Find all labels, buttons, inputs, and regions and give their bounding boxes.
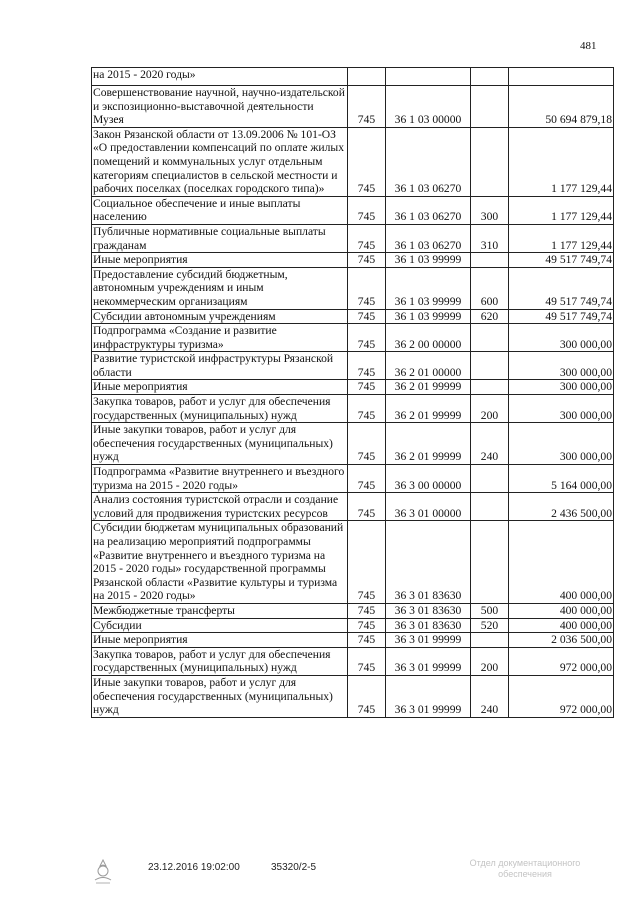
watermark-line-1: Отдел документационного bbox=[469, 858, 581, 868]
row-amount: 400 000,00 bbox=[509, 618, 614, 633]
row-csr: 36 1 03 99999 bbox=[386, 309, 471, 324]
row-grbs: 745 bbox=[348, 675, 386, 717]
row-csr: 36 3 01 83630 bbox=[386, 521, 471, 604]
table-row bbox=[92, 633, 614, 648]
row-grbs: 745 bbox=[348, 521, 386, 604]
row-amount: 400 000,00 bbox=[509, 521, 614, 604]
row-grbs: 745 bbox=[348, 127, 386, 196]
row-vr bbox=[471, 465, 509, 493]
budget-table bbox=[91, 67, 614, 718]
row-csr: 36 1 03 00000 bbox=[386, 86, 471, 128]
row-csr bbox=[386, 68, 471, 86]
row-name: Иные закупки товаров, работ и услуг для обеспечения государственных (муниципальных) нужд bbox=[92, 423, 348, 465]
footer-document-number: 35320/2-5 bbox=[271, 862, 317, 873]
table-row bbox=[92, 352, 614, 380]
row-vr: 200 bbox=[471, 395, 509, 423]
row-vr: 300 bbox=[471, 196, 509, 224]
row-csr: 36 1 03 99999 bbox=[386, 253, 471, 268]
table-row bbox=[92, 603, 614, 618]
row-csr: 36 1 03 99999 bbox=[386, 267, 471, 309]
row-amount: 400 000,00 bbox=[509, 603, 614, 618]
row-grbs: 745 bbox=[348, 253, 386, 268]
row-amount: 300 000,00 bbox=[509, 395, 614, 423]
row-name: Социальное обеспечение и иные выплаты населению bbox=[92, 196, 348, 224]
table-row bbox=[92, 324, 614, 352]
row-vr: 520 bbox=[471, 618, 509, 633]
row-name: Развитие туристской инфраструктуры Рязанской области bbox=[92, 352, 348, 380]
row-vr bbox=[471, 253, 509, 268]
row-vr bbox=[471, 127, 509, 196]
table-row bbox=[92, 618, 614, 633]
watermark-line-2: обеспечения bbox=[498, 869, 552, 879]
row-name: Публичные нормативные социальные выплаты гражданам bbox=[92, 224, 348, 252]
row-name: Субсидии бюджетам муниципальных образований на реализацию мероприятий подпрограммы «Развитие внутреннего и въездного туризма на 2015 - 2020 годы» государственной программы Рязанской области «Развитие культуры и туризма на 2015 - 2020 годы» bbox=[92, 521, 348, 604]
row-name: Закупка товаров, работ и услуг для обеспечения государственных (муниципальных) нужд bbox=[92, 647, 348, 675]
table-row bbox=[92, 196, 614, 224]
row-csr: 36 2 01 00000 bbox=[386, 352, 471, 380]
row-name: Межбюджетные трансферты bbox=[92, 603, 348, 618]
row-amount: 300 000,00 bbox=[509, 380, 614, 395]
row-grbs bbox=[348, 68, 386, 86]
row-name: Иные мероприятия bbox=[92, 380, 348, 395]
row-amount: 972 000,00 bbox=[509, 675, 614, 717]
row-vr: 310 bbox=[471, 224, 509, 252]
row-vr: 500 bbox=[471, 603, 509, 618]
row-grbs: 745 bbox=[348, 196, 386, 224]
row-csr: 36 3 01 99999 bbox=[386, 633, 471, 648]
row-name: Иные закупки товаров, работ и услуг для обеспечения государственных (муниципальных) нужд bbox=[92, 675, 348, 717]
table-row bbox=[92, 493, 614, 521]
row-amount bbox=[509, 68, 614, 86]
row-vr bbox=[471, 493, 509, 521]
row-csr: 36 2 01 99999 bbox=[386, 380, 471, 395]
row-amount: 300 000,00 bbox=[509, 423, 614, 465]
table-row bbox=[92, 224, 614, 252]
row-amount: 300 000,00 bbox=[509, 324, 614, 352]
row-name: Закон Рязанской области от 13.09.2006 № 101-ОЗ «О предоставлении компенсаций по оплате жилых помещений и коммунальных услуг отдельным категориям специалистов в сельской местности и рабочих поселках (поселках городского типа)» bbox=[92, 127, 348, 196]
budget-table-body bbox=[92, 68, 614, 718]
row-name: Подпрограмма «Развитие внутреннего и въездного туризма на 2015 - 2020 годы» bbox=[92, 465, 348, 493]
row-amount: 49 517 749,74 bbox=[509, 309, 614, 324]
row-grbs: 745 bbox=[348, 86, 386, 128]
row-grbs: 745 bbox=[348, 352, 386, 380]
row-name: Субсидии автономным учреждениям bbox=[92, 309, 348, 324]
row-grbs: 745 bbox=[348, 603, 386, 618]
stamp-icon bbox=[92, 858, 114, 884]
table-row bbox=[92, 253, 614, 268]
row-vr bbox=[471, 380, 509, 395]
row-csr: 36 3 01 00000 bbox=[386, 493, 471, 521]
row-name: Иные мероприятия bbox=[92, 253, 348, 268]
table-row bbox=[92, 127, 614, 196]
row-grbs: 745 bbox=[348, 267, 386, 309]
row-name: Субсидии bbox=[92, 618, 348, 633]
table-row bbox=[92, 86, 614, 128]
footer-date: 23.12.2016 19:02:00 bbox=[148, 862, 240, 873]
row-csr: 36 3 01 99999 bbox=[386, 647, 471, 675]
row-grbs: 745 bbox=[348, 224, 386, 252]
row-amount: 5 164 000,00 bbox=[509, 465, 614, 493]
row-vr: 240 bbox=[471, 423, 509, 465]
row-amount: 1 177 129,44 bbox=[509, 127, 614, 196]
table-row bbox=[92, 647, 614, 675]
row-name: Совершенствование научной, научно-издательской и экспозиционно-выставочной деятельности Музея bbox=[92, 86, 348, 128]
row-csr: 36 3 01 83630 bbox=[386, 603, 471, 618]
row-grbs: 745 bbox=[348, 324, 386, 352]
table-row bbox=[92, 68, 614, 86]
row-amount: 972 000,00 bbox=[509, 647, 614, 675]
row-grbs: 745 bbox=[348, 465, 386, 493]
footer-watermark bbox=[440, 858, 610, 880]
row-name: Анализ состояния туристской отрасли и создание условий для продвижения туристских ресурсов bbox=[92, 493, 348, 521]
row-vr: 200 bbox=[471, 647, 509, 675]
row-grbs: 745 bbox=[348, 647, 386, 675]
row-csr: 36 1 03 06270 bbox=[386, 127, 471, 196]
table-row bbox=[92, 395, 614, 423]
row-vr bbox=[471, 86, 509, 128]
row-csr: 36 3 01 83630 bbox=[386, 618, 471, 633]
row-amount: 1 177 129,44 bbox=[509, 196, 614, 224]
row-amount: 1 177 129,44 bbox=[509, 224, 614, 252]
table-row bbox=[92, 380, 614, 395]
row-csr: 36 2 00 00000 bbox=[386, 324, 471, 352]
row-name: Подпрограмма «Создание и развитие инфраструктуры туризма» bbox=[92, 324, 348, 352]
table-row bbox=[92, 423, 614, 465]
row-csr: 36 1 03 06270 bbox=[386, 224, 471, 252]
row-grbs: 745 bbox=[348, 633, 386, 648]
row-amount: 300 000,00 bbox=[509, 352, 614, 380]
row-vr bbox=[471, 352, 509, 380]
row-vr bbox=[471, 324, 509, 352]
table-row bbox=[92, 521, 614, 604]
row-csr: 36 3 00 00000 bbox=[386, 465, 471, 493]
table-row bbox=[92, 267, 614, 309]
row-grbs: 745 bbox=[348, 380, 386, 395]
row-grbs: 745 bbox=[348, 395, 386, 423]
row-amount: 50 694 879,18 bbox=[509, 86, 614, 128]
row-vr bbox=[471, 521, 509, 604]
row-grbs: 745 bbox=[348, 618, 386, 633]
row-vr bbox=[471, 68, 509, 86]
row-amount: 2 436 500,00 bbox=[509, 493, 614, 521]
row-grbs: 745 bbox=[348, 423, 386, 465]
row-vr bbox=[471, 633, 509, 648]
row-csr: 36 2 01 99999 bbox=[386, 423, 471, 465]
row-csr: 36 2 01 99999 bbox=[386, 395, 471, 423]
page-footer bbox=[0, 858, 640, 888]
row-name: Предоставление субсидий бюджетным, автономным учреждениям и иным некоммерческим организациям bbox=[92, 267, 348, 309]
row-grbs: 745 bbox=[348, 493, 386, 521]
row-vr: 620 bbox=[471, 309, 509, 324]
row-grbs: 745 bbox=[348, 309, 386, 324]
row-name: на 2015 - 2020 годы» bbox=[92, 68, 348, 86]
row-amount: 49 517 749,74 bbox=[509, 267, 614, 309]
table-row bbox=[92, 465, 614, 493]
row-csr: 36 1 03 06270 bbox=[386, 196, 471, 224]
row-csr: 36 3 01 99999 bbox=[386, 675, 471, 717]
row-vr: 600 bbox=[471, 267, 509, 309]
row-amount: 2 036 500,00 bbox=[509, 633, 614, 648]
page-number: 481 bbox=[580, 40, 597, 52]
row-name: Закупка товаров, работ и услуг для обеспечения государственных (муниципальных) нужд bbox=[92, 395, 348, 423]
table-row bbox=[92, 675, 614, 717]
table-row bbox=[92, 309, 614, 324]
row-amount: 49 517 749,74 bbox=[509, 253, 614, 268]
row-vr: 240 bbox=[471, 675, 509, 717]
row-name: Иные мероприятия bbox=[92, 633, 348, 648]
